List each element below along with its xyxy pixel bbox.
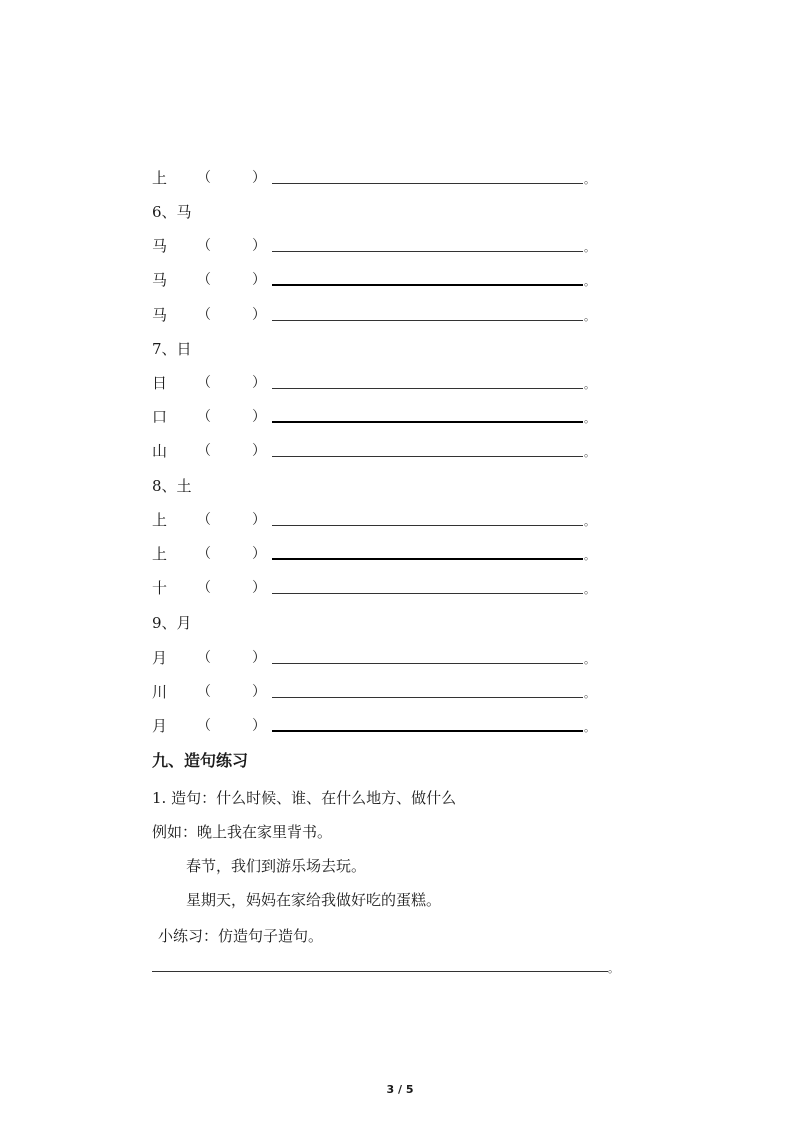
answer-blank[interactable] (272, 320, 583, 321)
close-paren: ） (252, 443, 266, 459)
open-paren: （ (197, 512, 211, 528)
answer-blank[interactable] (272, 697, 583, 698)
close-paren: ） (252, 307, 266, 323)
open-paren: （ (197, 170, 211, 186)
answer-blank[interactable] (272, 525, 583, 526)
open-paren: （ (197, 238, 211, 254)
answer-row (152, 714, 602, 738)
close-paren: ） (252, 238, 266, 254)
close-paren: ） (252, 580, 266, 596)
answer-row (152, 508, 602, 532)
example-sentence: 星期天，妈妈在家给我做好吃的蛋糕。 (186, 891, 442, 909)
answer-blank[interactable] (272, 558, 583, 560)
row-character: 日 (152, 374, 168, 392)
open-paren: （ (197, 443, 211, 459)
row-character: 马 (152, 237, 168, 255)
row-character: 上 (152, 169, 168, 187)
answer-blank[interactable] (272, 593, 583, 594)
period-mark: 。 (584, 275, 595, 288)
row-character: 山 (152, 442, 168, 460)
answer-row (152, 405, 602, 429)
period-mark: 。 (584, 515, 595, 528)
open-paren: （ (197, 375, 211, 391)
open-paren: （ (197, 580, 211, 596)
row-character: 十 (152, 579, 168, 597)
period-mark: 。 (584, 687, 595, 700)
answer-row (152, 680, 602, 704)
row-character: 月 (152, 717, 168, 735)
row-character: 月 (152, 649, 168, 667)
open-paren: （ (197, 684, 211, 700)
open-paren: （ (197, 650, 211, 666)
answer-row (152, 576, 602, 600)
answer-blank[interactable] (272, 251, 583, 252)
group-heading: 6、马 (152, 203, 192, 221)
open-paren: （ (197, 546, 211, 562)
answer-blank[interactable] (272, 183, 583, 184)
row-character: 马 (152, 306, 168, 324)
example-sentence: 例如：晚上我在家里背书。 (152, 823, 333, 841)
open-paren: （ (197, 409, 211, 425)
row-character: 川 (152, 683, 168, 701)
answer-blank[interactable] (272, 730, 583, 732)
answer-blank[interactable] (272, 663, 583, 664)
close-paren: ） (252, 170, 266, 186)
section-title: 九、造句练习 (152, 751, 249, 770)
answer-row (152, 646, 602, 670)
period-mark: 。 (584, 721, 595, 734)
period-mark: 。 (584, 653, 595, 666)
answer-row (152, 371, 602, 395)
period-mark: 。 (584, 583, 595, 596)
answer-row (152, 439, 602, 463)
practice-answer-blank[interactable] (152, 971, 608, 972)
group-heading: 7、日 (152, 340, 192, 358)
answer-blank[interactable] (272, 456, 583, 457)
close-paren: ） (252, 375, 266, 391)
period-mark: 。 (584, 446, 595, 459)
period-mark: 。 (608, 962, 619, 975)
row-character: 上 (152, 545, 168, 563)
row-character: 马 (152, 271, 168, 289)
close-paren: ） (252, 718, 266, 734)
answer-row (152, 234, 602, 258)
row-character: 上 (152, 511, 168, 529)
group-heading: 9、月 (152, 614, 192, 632)
answer-row (152, 268, 602, 292)
period-mark: 。 (584, 378, 595, 391)
row-character: 口 (152, 408, 168, 426)
group-heading: 8、土 (152, 477, 192, 495)
answer-row (152, 166, 602, 190)
answer-row (152, 542, 602, 566)
open-paren: （ (197, 307, 211, 323)
close-paren: ） (252, 650, 266, 666)
answer-row (152, 303, 602, 327)
period-mark: 。 (584, 412, 595, 425)
period-mark: 。 (584, 549, 595, 562)
open-paren: （ (197, 272, 211, 288)
page-number: 3 / 5 (386, 1083, 414, 1096)
close-paren: ） (252, 272, 266, 288)
section-instruction: 1. 造句：什么时候、谁、在什么地方、做什么 (152, 789, 457, 807)
close-paren: ） (252, 546, 266, 562)
open-paren: （ (197, 718, 211, 734)
close-paren: ） (252, 512, 266, 528)
period-mark: 。 (584, 173, 595, 186)
close-paren: ） (252, 409, 266, 425)
example-sentence: 春节，我们到游乐场去玩。 (186, 857, 367, 875)
answer-blank[interactable] (272, 388, 583, 389)
practice-prompt: 小练习：仿造句子造句。 (158, 927, 324, 945)
close-paren: ） (252, 684, 266, 700)
period-mark: 。 (584, 241, 595, 254)
period-mark: 。 (584, 310, 595, 323)
answer-blank[interactable] (272, 421, 583, 423)
answer-blank[interactable] (272, 284, 583, 286)
